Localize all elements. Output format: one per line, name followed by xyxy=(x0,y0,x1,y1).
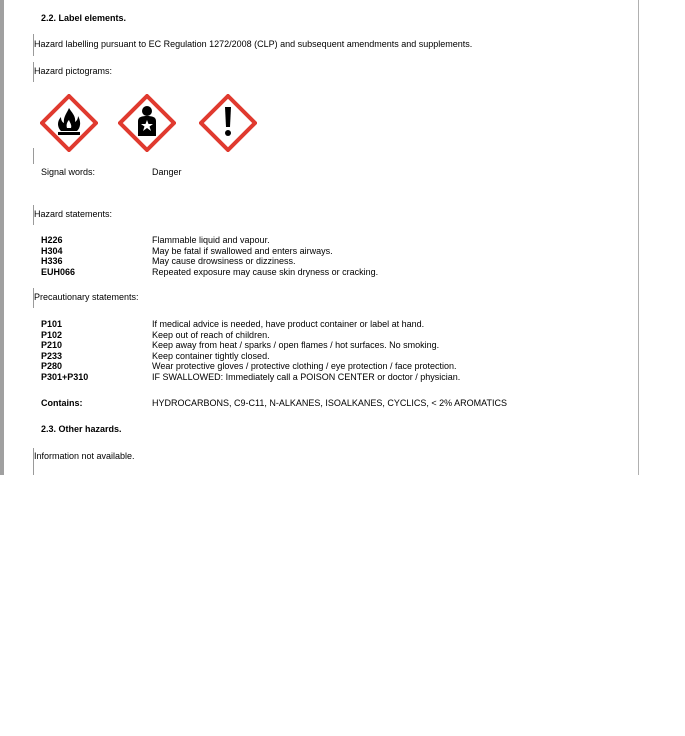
precaution-text: Keep out of reach of children. xyxy=(152,329,270,340)
signal-words-label: Signal words: xyxy=(41,167,96,177)
page-right-border xyxy=(638,0,639,475)
hazard-text: May be fatal if swallowed and enters airways. xyxy=(152,245,333,256)
precaution-text: IF SWALLOWED: Immediately call a POISON CENTER or doctor / physician. xyxy=(152,371,461,382)
contains-label: Contains: xyxy=(41,398,83,408)
regulation-note: Hazard labelling pursuant to EC Regulation 1272/2008 (CLP) and subsequent amendments and supplements. xyxy=(34,39,473,49)
hazard-statements-label: Hazard statements: xyxy=(34,209,113,219)
signal-words-value: Danger xyxy=(152,167,182,177)
contains-value: HYDROCARBONS, C9-C11, N-ALKANES, ISOALKANES, CYCLICS, < 2% AROMATICS xyxy=(152,398,508,408)
precaution-code: P102 xyxy=(41,329,63,340)
exclamation-icon xyxy=(199,94,257,152)
precaution-code: P301+P310 xyxy=(41,371,89,382)
precaution-text: Wear protective gloves / protective clothing / eye protection / face protection. xyxy=(152,361,457,371)
hazard-code: EUH066 xyxy=(41,266,76,277)
hazard-text: May cause drowsiness or dizziness. xyxy=(152,256,296,266)
health-hazard-icon xyxy=(118,94,176,152)
other-hazards-text: Information not available. xyxy=(34,451,135,461)
precaution-text: If medical advice is needed, have product container or label at hand. xyxy=(152,319,425,329)
hazard-code: H336 xyxy=(41,256,63,266)
hazard-code: H304 xyxy=(41,245,63,256)
precaution-code: P233 xyxy=(41,350,63,361)
precaution-code: P210 xyxy=(41,340,63,350)
section-heading-label-elements: 2.2. Label elements. xyxy=(41,13,127,23)
hazard-code: H226 xyxy=(41,235,63,245)
precaution-text: Keep container tightly closed. xyxy=(152,350,270,361)
hazard-text: Flammable liquid and vapour. xyxy=(152,235,270,245)
precaution-code: P101 xyxy=(41,319,63,329)
hazard-pictograms-label: Hazard pictograms: xyxy=(34,66,113,76)
flame-icon xyxy=(40,94,98,152)
precautionary-statements-label: Precautionary statements: xyxy=(34,292,139,302)
margin-bar xyxy=(33,148,34,164)
section-heading-other-hazards: 2.3. Other hazards. xyxy=(41,424,122,434)
precaution-text: Keep away from heat / sparks / open flames / hot surfaces. No smoking. xyxy=(152,340,440,350)
page-left-border xyxy=(0,0,4,475)
precaution-code: P280 xyxy=(41,361,63,371)
hazard-text: Repeated exposure may cause skin dryness or cracking. xyxy=(152,266,379,277)
